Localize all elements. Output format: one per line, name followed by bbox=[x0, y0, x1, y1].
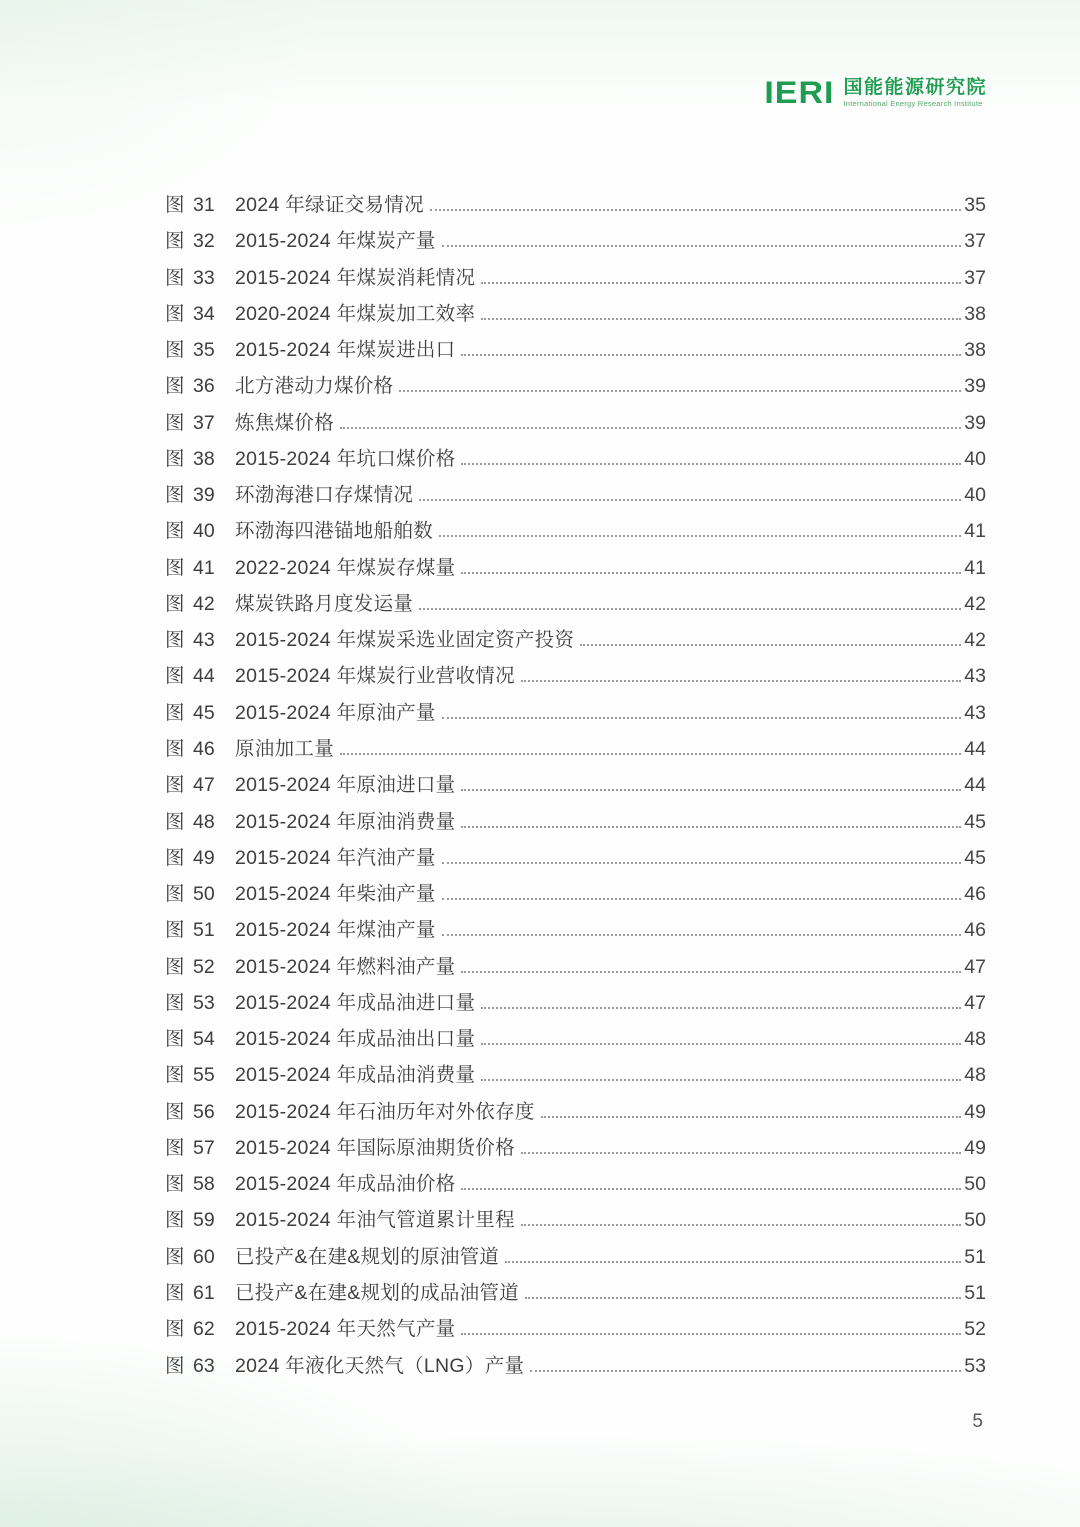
figure-page-number: 37 bbox=[964, 230, 986, 253]
logo-english-name: International Energy Research Institute bbox=[843, 98, 983, 108]
figure-page-number: 38 bbox=[964, 302, 986, 325]
figure-label: 图 bbox=[165, 1245, 185, 1268]
figure-page-number: 50 bbox=[964, 1209, 986, 1232]
figure-title: 2015-2024 年国际原油期货价格 bbox=[235, 1136, 515, 1159]
figure-title: 原油加工量 bbox=[235, 737, 335, 760]
figure-title: 2015-2024 年煤炭消耗情况 bbox=[235, 266, 476, 289]
toc-entry[interactable] bbox=[165, 1348, 986, 1384]
figure-page-number: 43 bbox=[964, 665, 986, 688]
figure-label: 图 bbox=[165, 1100, 185, 1123]
toc-entry[interactable] bbox=[165, 405, 986, 441]
figure-number: 54 bbox=[193, 1028, 215, 1051]
figure-number: 37 bbox=[193, 411, 215, 434]
figure-number: 41 bbox=[193, 556, 215, 579]
figure-label: 图 bbox=[165, 375, 185, 398]
figure-label: 图 bbox=[165, 339, 185, 362]
dotted-leader bbox=[541, 1114, 962, 1118]
figure-label: 图 bbox=[165, 701, 185, 724]
figure-title: 2015-2024 年汽油产量 bbox=[235, 846, 436, 869]
figure-title: 炼焦煤价格 bbox=[235, 411, 335, 434]
figure-label: 图 bbox=[165, 447, 185, 470]
figure-page-number: 48 bbox=[964, 1028, 986, 1051]
dotted-leader bbox=[580, 642, 961, 646]
dotted-leader bbox=[419, 497, 961, 501]
figure-page-number: 48 bbox=[964, 1064, 986, 1087]
figure-page-number: 38 bbox=[964, 339, 986, 362]
toc-entry[interactable] bbox=[165, 1166, 986, 1202]
figure-title: 2015-2024 年成品油价格 bbox=[235, 1173, 456, 1196]
figure-label: 图 bbox=[165, 737, 185, 760]
figure-title: 2022-2024 年煤炭存煤量 bbox=[235, 556, 456, 579]
dotted-leader bbox=[442, 715, 962, 719]
figure-number: 32 bbox=[193, 230, 215, 253]
figure-label: 图 bbox=[165, 1354, 185, 1377]
toc-entry[interactable] bbox=[165, 550, 986, 586]
figure-title: 北方港动力煤价格 bbox=[235, 375, 394, 398]
figure-number: 47 bbox=[193, 774, 215, 797]
figure-title: 煤炭铁路月度发运量 bbox=[235, 592, 414, 615]
dotted-leader bbox=[461, 570, 961, 574]
figure-number: 50 bbox=[193, 883, 215, 906]
dotted-leader bbox=[461, 461, 961, 465]
toc-entry[interactable] bbox=[165, 658, 986, 694]
figure-page-number: 44 bbox=[964, 737, 986, 760]
dotted-leader bbox=[525, 1295, 961, 1299]
figure-label: 图 bbox=[165, 1318, 185, 1341]
figure-page-number: 45 bbox=[964, 846, 986, 869]
figure-title: 已投产&在建&规划的成品油管道 bbox=[235, 1281, 520, 1304]
figure-title: 2015-2024 年煤炭产量 bbox=[235, 230, 436, 253]
figure-page-number: 49 bbox=[964, 1136, 986, 1159]
dotted-leader bbox=[505, 1259, 961, 1263]
figure-label: 图 bbox=[165, 774, 185, 797]
figure-title: 2015-2024 年油气管道累计里程 bbox=[235, 1209, 515, 1232]
dotted-leader bbox=[481, 1077, 961, 1081]
figure-number: 33 bbox=[193, 266, 215, 289]
toc-entry[interactable] bbox=[165, 296, 986, 332]
figure-title: 已投产&在建&规划的原油管道 bbox=[235, 1245, 500, 1268]
figure-label: 图 bbox=[165, 629, 185, 652]
figure-number: 59 bbox=[193, 1209, 215, 1232]
toc-entry[interactable] bbox=[165, 513, 986, 549]
toc-entry[interactable] bbox=[165, 1057, 986, 1093]
dotted-leader bbox=[399, 388, 961, 392]
figure-label: 图 bbox=[165, 484, 185, 507]
figure-number: 36 bbox=[193, 375, 215, 398]
figure-title: 2015-2024 年煤油产量 bbox=[235, 919, 436, 942]
toc-entry[interactable] bbox=[165, 912, 986, 948]
figure-label: 图 bbox=[165, 883, 185, 906]
figure-title: 2015-2024 年原油产量 bbox=[235, 701, 436, 724]
figure-page-number: 41 bbox=[964, 556, 986, 579]
figure-label: 图 bbox=[165, 810, 185, 833]
figure-title: 2015-2024 年煤炭进出口 bbox=[235, 339, 456, 362]
toc-entry[interactable] bbox=[165, 260, 986, 296]
figure-number: 49 bbox=[193, 846, 215, 869]
dotted-leader bbox=[442, 896, 962, 900]
toc-entry[interactable] bbox=[165, 1021, 986, 1057]
figure-label: 图 bbox=[165, 302, 185, 325]
figure-page-number: 53 bbox=[964, 1354, 986, 1377]
figure-page-number: 44 bbox=[964, 774, 986, 797]
figure-label: 图 bbox=[165, 1209, 185, 1232]
figure-label: 图 bbox=[165, 1173, 185, 1196]
figure-number: 53 bbox=[193, 991, 215, 1014]
figure-number: 48 bbox=[193, 810, 215, 833]
toc-entry[interactable] bbox=[165, 1275, 986, 1311]
dotted-leader bbox=[530, 1368, 961, 1372]
ieri-logo bbox=[764, 76, 987, 110]
figure-title: 2024 年绿证交易情况 bbox=[235, 194, 424, 216]
figure-page-number: 39 bbox=[964, 411, 986, 434]
toc-entry[interactable] bbox=[165, 949, 986, 985]
dotted-leader bbox=[442, 932, 962, 936]
figure-title: 2015-2024 年柴油产量 bbox=[235, 883, 436, 906]
dotted-leader bbox=[461, 824, 961, 828]
figure-number: 46 bbox=[193, 737, 215, 760]
dotted-leader bbox=[521, 1222, 961, 1226]
figure-page-number: 42 bbox=[964, 629, 986, 652]
toc-entry[interactable] bbox=[165, 767, 986, 803]
figure-number: 56 bbox=[193, 1100, 215, 1123]
figure-title: 2015-2024 年石油历年对外依存度 bbox=[235, 1100, 535, 1123]
figure-page-number: 40 bbox=[964, 484, 986, 507]
figure-title: 2015-2024 年成品油出口量 bbox=[235, 1028, 476, 1051]
figure-label: 图 bbox=[165, 1281, 185, 1304]
figure-page-number: 47 bbox=[964, 991, 986, 1014]
figure-title: 2015-2024 年煤炭行业营收情况 bbox=[235, 665, 515, 688]
figure-number: 52 bbox=[193, 955, 215, 978]
toc-entry[interactable] bbox=[165, 1311, 986, 1347]
figure-title: 2015-2024 年天然气产量 bbox=[235, 1318, 456, 1341]
list-of-figures bbox=[165, 187, 986, 1384]
figure-page-number: 46 bbox=[964, 919, 986, 942]
toc-entry[interactable] bbox=[165, 840, 986, 876]
figure-page-number: 45 bbox=[964, 810, 986, 833]
figure-number: 40 bbox=[193, 520, 215, 543]
figure-label: 图 bbox=[165, 665, 185, 688]
figure-page-number: 41 bbox=[964, 520, 986, 543]
dotted-leader bbox=[340, 751, 961, 755]
figure-page-number: 35 bbox=[964, 194, 986, 216]
figure-number: 55 bbox=[193, 1064, 215, 1087]
dotted-leader bbox=[461, 1331, 961, 1335]
figure-number: 44 bbox=[193, 665, 215, 688]
dotted-leader bbox=[481, 316, 961, 320]
figure-page-number: 51 bbox=[964, 1281, 986, 1304]
figure-number: 31 bbox=[193, 194, 215, 216]
figure-label: 图 bbox=[165, 991, 185, 1014]
figure-number: 38 bbox=[193, 447, 215, 470]
figure-page-number: 50 bbox=[964, 1173, 986, 1196]
logo-chinese-name: 国能能源研究院 bbox=[843, 77, 987, 99]
toc-entry[interactable] bbox=[165, 1202, 986, 1238]
figure-title: 2015-2024 年成品油进口量 bbox=[235, 991, 476, 1014]
figure-label: 图 bbox=[165, 230, 185, 253]
dotted-leader bbox=[521, 678, 961, 682]
dotted-leader bbox=[439, 533, 961, 537]
dotted-leader bbox=[461, 969, 961, 973]
dotted-leader bbox=[461, 787, 961, 791]
figure-number: 51 bbox=[193, 919, 215, 942]
toc-entry[interactable] bbox=[165, 695, 986, 731]
figure-number: 57 bbox=[193, 1136, 215, 1159]
dotted-leader bbox=[481, 280, 961, 284]
figure-number: 34 bbox=[193, 302, 215, 325]
figure-page-number: 49 bbox=[964, 1100, 986, 1123]
toc-entry[interactable] bbox=[165, 876, 986, 912]
logo-names bbox=[843, 78, 987, 108]
figure-title: 2015-2024 年坑口煤价格 bbox=[235, 447, 456, 470]
figure-label: 图 bbox=[165, 411, 185, 434]
toc-entry[interactable] bbox=[165, 368, 986, 404]
toc-entry[interactable] bbox=[165, 477, 986, 513]
figure-title: 环渤海四港锚地船舶数 bbox=[235, 520, 434, 543]
figure-title: 2015-2024 年成品油消费量 bbox=[235, 1064, 476, 1087]
figure-page-number: 51 bbox=[964, 1245, 986, 1268]
logo-acronym-text: IERI bbox=[764, 75, 835, 111]
figure-page-number: 39 bbox=[964, 375, 986, 398]
figure-label: 图 bbox=[165, 955, 185, 978]
figure-label: 图 bbox=[165, 919, 185, 942]
figure-page-number: 52 bbox=[964, 1318, 986, 1341]
dotted-leader bbox=[442, 243, 962, 247]
figure-label: 图 bbox=[165, 592, 185, 615]
figure-number: 61 bbox=[193, 1281, 215, 1304]
figure-label: 图 bbox=[165, 266, 185, 289]
figure-number: 39 bbox=[193, 484, 215, 507]
figure-number: 63 bbox=[193, 1354, 215, 1377]
figure-number: 43 bbox=[193, 629, 215, 652]
toc-entry[interactable] bbox=[165, 1239, 986, 1275]
figure-page-number: 47 bbox=[964, 955, 986, 978]
figure-label: 图 bbox=[165, 1064, 185, 1087]
dotted-leader bbox=[461, 352, 961, 356]
figure-label: 图 bbox=[165, 194, 185, 216]
figure-number: 45 bbox=[193, 701, 215, 724]
figure-title: 2015-2024 年原油消费量 bbox=[235, 810, 456, 833]
toc-entry[interactable] bbox=[165, 731, 986, 767]
figure-title: 2015-2024 年煤炭采选业固定资产投资 bbox=[235, 629, 575, 652]
toc-entry[interactable] bbox=[165, 804, 986, 840]
dotted-leader bbox=[430, 207, 961, 211]
toc-entry[interactable] bbox=[165, 187, 986, 223]
toc-entry[interactable] bbox=[165, 223, 986, 259]
toc-entry[interactable] bbox=[165, 586, 986, 622]
figure-number: 58 bbox=[193, 1173, 215, 1196]
dotted-leader bbox=[481, 1041, 961, 1045]
figure-page-number: 43 bbox=[964, 701, 986, 724]
page-number-footer: 5 bbox=[972, 1411, 983, 1432]
figure-label: 图 bbox=[165, 520, 185, 543]
figure-title: 2015-2024 年原油进口量 bbox=[235, 774, 456, 797]
figure-label: 图 bbox=[165, 846, 185, 869]
toc-entry[interactable] bbox=[165, 332, 986, 368]
figure-number: 62 bbox=[193, 1318, 215, 1341]
figure-page-number: 46 bbox=[964, 883, 986, 906]
figure-label: 图 bbox=[165, 1136, 185, 1159]
dotted-leader bbox=[521, 1150, 961, 1154]
figure-page-number: 42 bbox=[964, 592, 986, 615]
figure-number: 42 bbox=[193, 592, 215, 615]
figure-title: 2015-2024 年燃料油产量 bbox=[235, 955, 456, 978]
figure-page-number: 37 bbox=[964, 266, 986, 289]
figure-label: 图 bbox=[165, 556, 185, 579]
dotted-leader bbox=[442, 860, 962, 864]
figure-number: 60 bbox=[193, 1245, 215, 1268]
toc-entry[interactable] bbox=[165, 985, 986, 1021]
figure-title: 环渤海港口存煤情况 bbox=[235, 484, 414, 507]
dotted-leader bbox=[419, 606, 961, 610]
figure-title: 2024 年液化天然气（LNG）产量 bbox=[235, 1354, 525, 1377]
figure-page-number: 40 bbox=[964, 447, 986, 470]
dotted-leader bbox=[340, 425, 961, 429]
toc-entry[interactable] bbox=[165, 1130, 986, 1166]
toc-entry[interactable] bbox=[165, 1094, 986, 1130]
figure-label: 图 bbox=[165, 1028, 185, 1051]
toc-entry[interactable] bbox=[165, 441, 986, 477]
dotted-leader bbox=[461, 1186, 961, 1190]
toc-entry[interactable] bbox=[165, 622, 986, 658]
dotted-leader bbox=[481, 1005, 961, 1009]
figure-number: 35 bbox=[193, 339, 215, 362]
figure-title: 2020-2024 年煤炭加工效率 bbox=[235, 302, 476, 325]
